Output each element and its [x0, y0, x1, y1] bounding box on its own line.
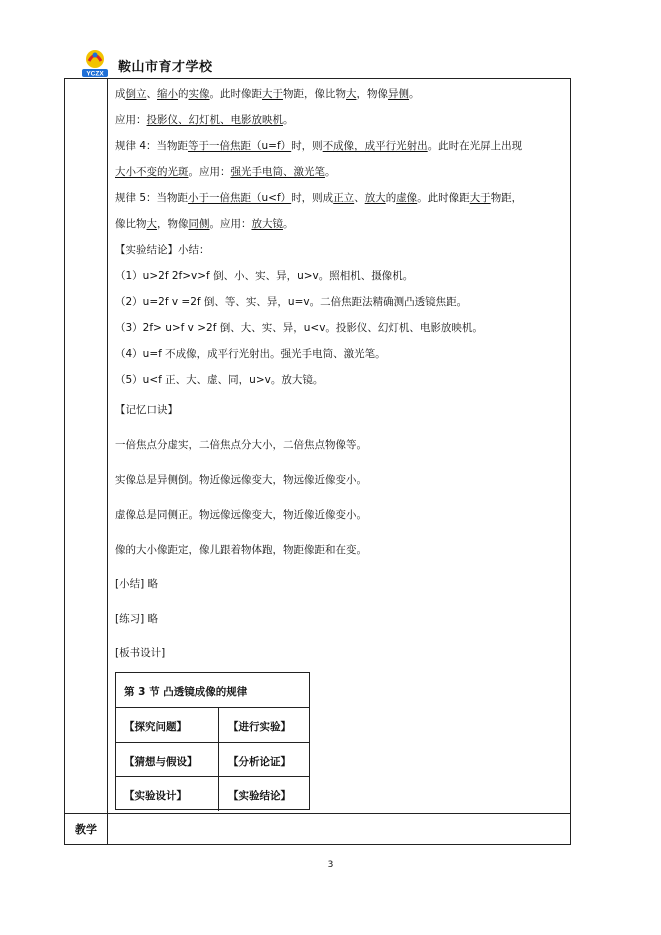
conclusion-item-4: （4）u=f 不成像，成平行光射出。强光手电筒、激光笔。 — [115, 348, 386, 360]
text-line-1: 成倒立、缩小的实像。此时像距大于物距，像比物大，物像异侧。 — [115, 88, 420, 100]
board-cell-conduct-experiment: 【进行实验】 — [228, 721, 291, 733]
page-number: 3 — [327, 860, 334, 870]
board-cell-experiment-design: 【实验设计】 — [124, 790, 187, 802]
board-design-heading: [板书设计] — [115, 647, 166, 659]
board-column-divider — [218, 708, 219, 811]
board-cell-hypothesis: 【猜想与假设】 — [124, 756, 198, 768]
school-name: 鞍山市育才学校 — [118, 60, 213, 75]
text-line-3: 规律 4：当物距等于一倍焦距（u=f）时，则不成像，成平行光射出。此时在光屏上出现 — [115, 140, 523, 152]
text-line-5: 规律 5：当物距小于一倍焦距（u<f）时，则成正立、放大的虚像。此时像距大于物距， — [115, 192, 523, 204]
lesson-table — [64, 78, 571, 845]
board-cell-experiment-conclusion: 【实验结论】 — [228, 790, 291, 802]
practice-line: [练习] 略 — [115, 613, 159, 625]
column-divider — [107, 79, 108, 844]
mnemonic-line-3: 虚像总是同侧正。物远像远像变大，物近像近像变小。 — [115, 509, 367, 521]
page-header — [80, 48, 540, 78]
row-label-teaching: 教学 — [75, 823, 97, 836]
board-design-table — [115, 672, 310, 810]
mnemonic-line-2: 实像总是异侧倒。物近像远像变大，物远像近像变小。 — [115, 474, 367, 486]
mnemonic-line-1: 一倍焦点分虚实，二倍焦点分大小，二倍焦点物像等。 — [115, 439, 367, 451]
board-cell-analysis: 【分析论证】 — [228, 756, 291, 768]
board-divider — [116, 776, 309, 777]
board-title: 第 3 节 凸透镜成像的规律 — [124, 686, 248, 698]
school-logo-icon — [80, 48, 110, 78]
summary-line: [小结] 略 — [115, 578, 159, 590]
conclusion-item-3: （3）2f> u>f v >2f 倒、大、实、异，u<v。投影仪、幻灯机、电影放映机。 — [115, 322, 483, 334]
text-line-2: 应用：投影仪、幻灯机、电影放映机。 — [115, 114, 294, 126]
board-divider — [116, 742, 309, 743]
board-divider — [116, 707, 309, 708]
row-divider — [65, 813, 570, 814]
text-line-4: 大小不变的光斑。应用：强光手电筒、激光笔。 — [115, 166, 336, 178]
mnemonic-heading: 【记忆口诀】 — [115, 404, 178, 416]
experiment-conclusion-heading: 【实验结论】小结： — [115, 244, 210, 256]
mnemonic-line-4: 像的大小像距定，像儿跟着物体跑，物距像距和在变。 — [115, 544, 367, 556]
board-cell-inquiry-question: 【探究问题】 — [124, 721, 187, 733]
conclusion-item-1: （1）u>2f 2f>v>f 倒、小、实、异，u>v。照相机、摄像机。 — [115, 270, 414, 282]
svg-text:YCZX: YCZX — [86, 70, 104, 78]
conclusion-item-2: （2）u=2f v =2f 倒、等、实、异，u=v。二倍焦距法精确测凸透镜焦距。 — [115, 296, 468, 308]
conclusion-item-5: （5）u<f 正、大、虚、同，u>v。放大镜。 — [115, 374, 324, 386]
text-line-6: 像比物大，物像同侧。应用：放大镜。 — [115, 218, 294, 230]
